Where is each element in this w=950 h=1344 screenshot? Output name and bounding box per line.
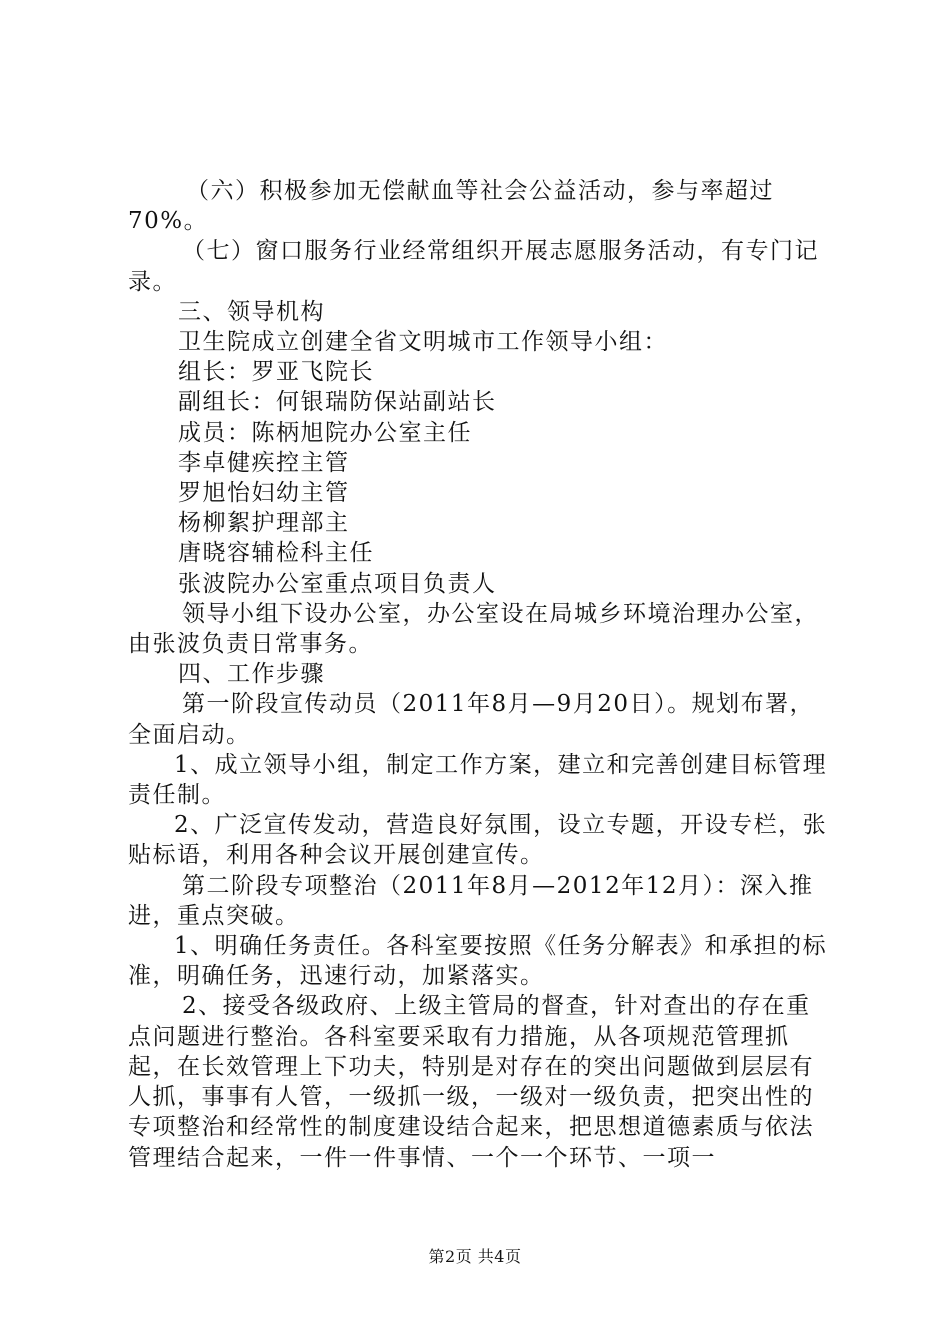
paragraph-p6: 副组长：何银瑞防保站副站长: [178, 389, 497, 416]
paragraph-p14: 四、工作步骤: [178, 661, 325, 688]
paragraph-p1: （六）积极参加无偿献血等社会公益活动，参与率超过70%。: [128, 178, 774, 235]
paragraph-p17: 2、广泛宣传发动，营造良好氛围，设立专题，开设专栏，张贴标语，利用各种会议开展创建宣传。: [128, 812, 828, 869]
paragraph-p7: 成员：陈柄旭院办公室主任: [178, 419, 472, 446]
paragraph-p19: 1、明确任务责任。各科室要按照《任务分解表》和承担的标准，明确任务，迅速行动，加紧落实。: [128, 933, 828, 990]
paragraph-p9: 罗旭怡妇幼主管: [178, 480, 350, 507]
paragraph-p3: 三、领导机构: [178, 298, 325, 325]
paragraph-p12: 张波院办公室重点项目负责人: [178, 570, 497, 597]
paragraph-p20: 2、接受各级政府、上级主管局的督查，针对查出的存在重点问题进行整治。各科室要采取有力措施，从各项规范管理抓起，在长效管理上下功夫，特别是对存在的突出问题做到层层有人抓，事事有人管，一级抓一级，一级对一级负责，把突出性的专项整治和经常性的制度建设结合起来，把思想道德素质与依法管理结合起来，一件一件事情、一个一个环节、一项一: [128, 993, 814, 1171]
paragraph-p13: 领导小组下设办公室，办公室设在局城乡环境治理办公室，由张波负责日常事务。: [128, 600, 819, 658]
paragraph-p4: 卫生院成立创建全省文明城市工作领导小组：: [178, 329, 668, 356]
document-body: [128, 176, 832, 1173]
paragraph-p2: （七）窗口服务行业经常组织开展志愿服务活动，有专门记录。: [128, 238, 819, 295]
paragraph-p10: 杨柳絮护理部主: [178, 510, 350, 537]
paragraph-p5: 组长：罗亚飞院长: [178, 359, 374, 386]
paragraph-p16: 1、成立领导小组，制定工作方案，建立和完善创建目标管理责任制。: [128, 751, 828, 809]
page-footer: 第2页 共4页: [428, 1247, 522, 1266]
paragraph-p18: 第二阶段专项整治（2011年8月—2012年12月）：深入推进，重点突破。: [128, 872, 814, 929]
paragraph-p11: 唐晓容辅检科主任: [178, 540, 374, 567]
paragraph-p8: 李卓健疾控主管: [178, 449, 350, 476]
paragraph-p15: 第一阶段宣传动员（2011年8月—9月20日）。规划布署，全面启动。: [128, 691, 815, 748]
